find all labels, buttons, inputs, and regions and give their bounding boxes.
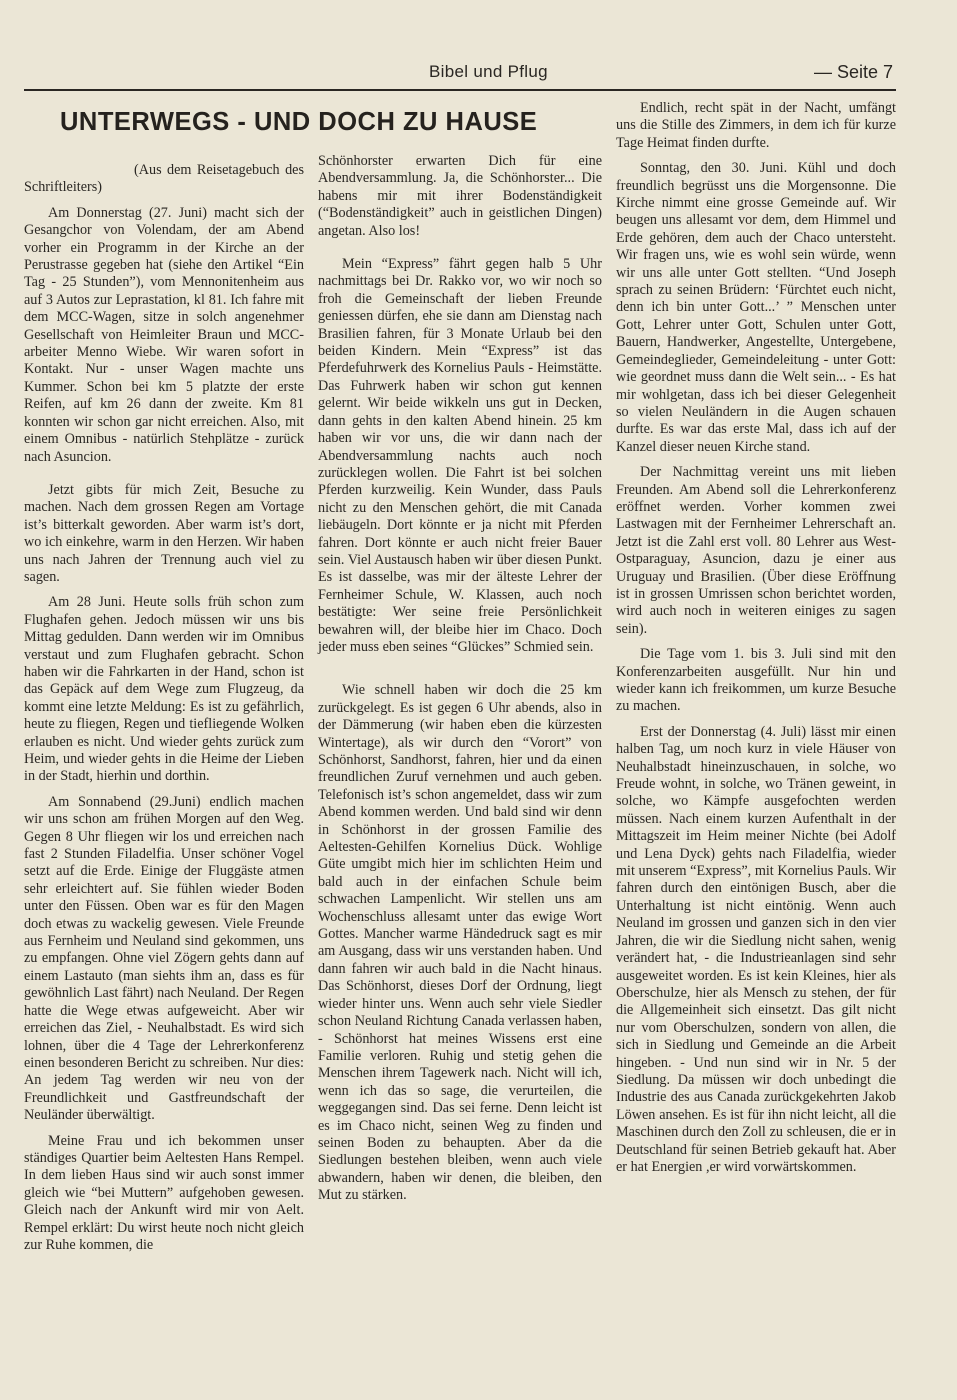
paragraph: Wie schnell haben wir doch die 25 km zurückgelegt. Es ist gegen 6 Uhr abends, also in der Dämmerung (wir haben eben die kürzesten Wintertage), als wir durch den “Vorort” von Schönhorst, Sandhorst, fahren, hier und da einen freundlichen Zuruf vernehmen und auch geben. Telefonisch ist’s schon angemeldet, dass wir zum Abend kommen werden. Und bald sind wir denn in Schönhorst in der grossen Familie des Aeltesten-Gehilfen Kornelius Dück. Wohlige Güte umgibt mich hier im schlichten Heim und bald auch in der einfachen Schule beim schwachen Lampenlicht. Wir stellen uns am Wochenschluss allesamt unter das ewige Wort Gottes. Mancher warme Händedruck sagt es mir am Ausgang, dass wir uns verstanden haben. Und dann fahren wir auch bald in die Nacht hinaus. Das Schönhorst, dieses Dorf der Ordnung, liegt wieder hinter uns. Wenn auch sehr viele Siedler schon Neuland Richtung Canada verlassen haben, - Schönhorst hat meines Wissens erst eine Familie verloren. Ruhig und stetig gehen die Menschen ihrem Tagewerk nach. Nicht will ich, wenn ich das so sage, die verurteilen, die weggegangen sind. Das sei ferne. Denn leicht ist es im Chaco nicht, seinen Weg zu finden und seinen Boden zu behaupten. Aber da die Siedlungen bestehen bleiben, wenn auch viele abwandern, haben wir denen, die bleiben, den Mut zu stärken.	[318, 682, 602, 1204]
paragraph: Die Tage vom 1. bis 3. Juli sind mit den Konferenzarbeiten ausgefüllt. Nur hin und wieder kann ich freikommen, um kurze Besuche zu machen.	[616, 646, 896, 715]
article-title: UNTERWEGS - UND DOCH ZU HAUSE	[60, 108, 538, 136]
column-3	[616, 100, 896, 1184]
page-number: — Seite 7	[813, 62, 893, 82]
paragraph: Der Nachmittag vereint uns mit lieben Freunden. Am Abend soll die Lehrerkonferenz eröffnet werden. Vorher kommen zwei Lastwagen mit der Fernheimer Lehrerschaft an. Jetzt ist die Zahl erst voll. 80 Lehrer aus West- Ostparaguay, Asuncion, dazu je einer aus Uruguay und Brasilien. (Über diese Eröffnung ist in grossen Umrissen schon berichtet worden, wird auch noch in weiteren einiges zu sagen sein).	[616, 464, 896, 637]
running-head	[24, 58, 893, 86]
article-attribution: (Aus dem Reisetagebuch des Schriftleiters)	[24, 162, 304, 196]
header-rule	[24, 89, 896, 91]
publication-name: Bibel und Pflug	[429, 62, 548, 81]
paragraph: Am Donnerstag (27. Juni) macht sich der Gesangchor von Volendam, der am Abend vorher ein Programm in der Kirche an der Perustrasse gegeben hat (siehe den Artikel “Ein Tag - 25 Stunden”), vom Mennonitenheim aus auf 3 Autos zur Leprastation, kl 81. Ich fahre mit dem MCC-Wagen, sitze in solch angenehmer Gesellschaft von Heimleiter Braun und MCC-arbeiter Menno Wiebe. Wir waren sofort in Kontakt. Nur - unser Wagen machte uns Kummer. Schon bei km 5 platzte der erste Reifen, auf km 26 dann der zweite. Km 81 konnten wir schon gar nicht erreichen. Also, mit einem Omnibus - natürlich Stehplätze - zurück nach Asuncion.	[24, 204, 304, 465]
paragraph: Endlich, recht spät in der Nacht, umfängt uns die Stille des Zimmers, in dem ich für kurze Tage Heimat finden durfte.	[616, 100, 896, 151]
paragraph: Am Sonnabend (29.Juni) endlich machen wir uns schon am frühen Morgen auf den Weg. Gegen 8 Uhr fliegen wir los und erreichen nach fast 2 Stunden Filadelfia. Unser schöner Vogel setzt auf die Erde. Einige der Fluggäste atmen sehr erleichtert auf. Sie fühlen wieder Boden unter den Füssen. Oben war es für den Magen doch etwas zu wackelig gewesen. Viele Freunde aus Fernheim und Neuland sind gekommen, uns zu empfangen. Ohne viel Zögern gehts dann auf einem Lastauto (man siehts ihm an, dass es für gewöhnlich Last fährt) nach Neuland. Der Regen hatte die Wege etwas aufgeweicht. Aber wir erreichen das Ziel, - Neuhalbstadt. Es wird sich lohnen, über die 4 Tage der Lehrerkonferenz einen besonderen Bericht zu schreiben. Nur dies: An jedem Tag werden wir neu von der Freundlichkeit und Gastfreundschaft der Neuländer überwältigt.	[24, 793, 304, 1124]
paragraph: Schönhorster erwarten Dich für eine Abendversammlung. Ja, die Schönhorster... Die habens mir mit ihrer Bodenständigkeit (“Bodenständigkeit” auch in geistlichen Dingen) angetan. Also los!	[318, 153, 602, 239]
paragraph: Erst der Donnerstag (4. Juli) lässt mir einen halben Tag, um noch kurz in viele Häuser von Neuhalbstadt hineinzuschauen, in solche, wo Freude wohnt, in solche, wo Tränen geweint, in solche, wo Kämpfe ausgefochten werden müssen. Nach einem kurzen Aufenthalt in der Mittagszeit im Heim meiner Nichte (bei Adolf und Lena Dyck) gehts nach Filadelfia, wieder mit unserem “Express”, mit Kornelius Pauls. Wir fahren durch den eintönigen Busch, aber die Unterhaltung ist nicht eintönig. Wenn auch Neuland im grossen und ganzen sich in den vier Jahren, die wir die Siedlung nicht sahen, wenig verändert hat, - die Industrieanlagen sind sehr ausgeweitet worden. Es ist kein Kleines, hier als Oberschulze, hier als Mensch zu stehen, der für die Allgemeinheit sich einsetzt. Das gilt nicht nur vom Oberschulzen, sondern von allen, die sich in Siedlung und Gemeinde an die Arbeit hingeben. - Und nun sind wir in Nr. 5 der Siedlung. Da müssen wir doch unbedingt die Industrie des aus Canada zurückgekehrten Jakob Löwen ansehen. Es ist für ihn nicht leicht, all die Maschinen durch den Zoll zu schleusen, die er in Deutschland für seinen Betrieb gekauft hat. Aber er hat Energien ,er wird vorwärtskommen.	[616, 723, 896, 1175]
paragraph: Meine Frau und ich bekommen unser ständiges Quartier beim Aeltesten Hans Rempel. In dem lieben Haus sind wir auch sonst immer gleich wie “bei Muttern” aufgehoben gewesen. Gleich nach der Ankunft wird mir von Aelt. Rempel erklärt: Du wirst heute noch nicht gleich zur Ruhe kommen, die	[24, 1132, 304, 1253]
paragraph: Sonntag, den 30. Juni. Kühl und doch freundlich begrüsst uns die Morgensonne. Die Kirche nimmt eine grosse Gemeinde auf. Wir beugen uns allesamt vor dem, dem Himmel und Erde gehören, dem auch der Chaco untersteht. Wir fragen uns, wie es wohl sein würde, wenn wir uns alle unter Gott stellten. “Und Joseph sprach zu seinen Brüdern: ‘Fürchtet euch nicht, denn ich bin unter Gott...’ ” Menschen unter Gott, Lehrer unter Gott, Schulen unter Gott, Bauern, Handwerker, Angestellte, Untergebene, Gemeindeglieder, Gemeindeleitung - unter Gott: wie geordnet muss dann die Welt sein... - Es hat mir wohlgetan, dass ich bei dieser Gelegenheit so vielen Neuländern in die Augen schauen durfte. Es war das erste Mal, dass ich auf der Kanzel dieser neuen Kirche stand.	[616, 160, 896, 455]
paragraph: Jetzt gibts für mich Zeit, Besuche zu machen. Nach dem grossen Regen am Vortage ist’s bitterkalt geworden. Aber warm ist’s dort, wo ich einkehre, warm in den Herzen. Wir haben uns nach Jahren der Trennung auch viel zu sagen.	[24, 481, 304, 585]
paragraph: Mein “Express” fährt gegen halb 5 Uhr nachmittags bei Dr. Rakko vor, wo wir noch so froh die Gemeinschaft der lieben Freunde geniessen dürfen, ehe sie dann am Dienstag nach Brasilien fahren, für 3 Monate Urlaub bei den beiden Kindern. Mein “Express” ist das Pferdefuhrwerk des Kornelius Pauls - Heimstätte. Das Fuhrwerk haben wir schon gut kennen gelernt. Wir beide wikkeln uns gut in Decken, dann gehts in den kalten Abend hinein. 25 km haben wir vor uns, die wir dann nach der Abendversammlung nachts auch noch zurücklegen wollen. Die Fahrt ist bei solchen Pferden kurzweilig. Kein Wunder, dass Pauls nicht zu den Menschen gehört, die mit Canada liebäugeln. Dort könnte er ja nicht mit Pferden fahren. Dort könnte er auch nicht freier Bauer sein. Viel Austausch haben wir über diesen Punkt. Es ist dasselbe, was mir der älteste Lehrer der Fernheimer Schule, W. Klassen, auch noch bestätigte: Wer seine freie Persönlichkeit bewahren will, der bleibe hier im Chaco. Doch jeder muss eben seines “Glückes” Schmied sein.	[318, 256, 602, 655]
column-1	[24, 162, 304, 1262]
column-2	[318, 153, 602, 1213]
paragraph: Am 28 Juni. Heute solls früh schon zum Flughafen gehen. Jedoch müssen wir uns bis Mittag gedulden. Dann werden wir im Omnibus verstaut und zum Flughafen gebracht. Schon haben wir die Fahrkarten in der Hand, schon ist das Gepäck auf dem Wege zum Flugzeug, da kommt eine letzte Meldung: Es ist zu gefährlich, heute zu fliegen, Regen und tiefliegende Wolken erlauben es nicht. Und wieder gehts zurück zum Heim, und wieder gehts in die Heime der Lieben in der Stadt, hierhin und dorthin.	[24, 594, 304, 785]
